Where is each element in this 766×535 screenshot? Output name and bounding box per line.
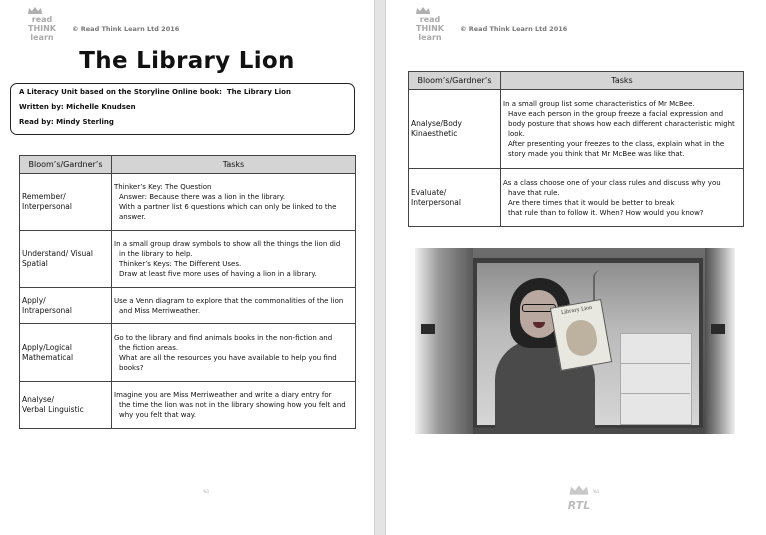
- logo-word-learn: learn: [30, 33, 54, 42]
- rtl-text: RTL: [567, 499, 591, 512]
- col-header-blooms: Bloom’s/Gardner’s: [409, 72, 501, 90]
- table-row: [20, 288, 356, 324]
- document-title: The Library Lion: [79, 48, 295, 74]
- logo-word-read: read: [419, 15, 441, 24]
- category-cell: Understand/ Visual Spatial: [20, 231, 112, 288]
- copyright-left: © Read Think Learn Ltd 2016: [72, 25, 180, 33]
- tasks-table-left: [19, 155, 356, 429]
- crown-icon: [27, 6, 43, 15]
- logo-word-read: read: [31, 15, 53, 24]
- read-think-learn-logo-right: [415, 6, 445, 42]
- info-box: [10, 83, 355, 135]
- table-row: [409, 90, 744, 169]
- col-header-tasks: Tasks: [112, 156, 356, 174]
- logo-word-learn: learn: [418, 33, 442, 42]
- page-mark-left: %1: [203, 489, 210, 494]
- col-header-blooms: Bloom’s/Gardner’s: [20, 156, 112, 174]
- crown-icon: [568, 484, 590, 496]
- book-name: The Library Lion: [226, 88, 291, 96]
- col-header-tasks: Tasks: [501, 72, 744, 90]
- table-row: [20, 324, 356, 382]
- tasks-table-right: [408, 71, 744, 227]
- read-by: Read by: Mindy Sterling: [19, 118, 114, 126]
- category-cell: Analyse/ Verbal Linguistic: [20, 382, 112, 429]
- unit-line: [19, 88, 346, 103]
- category-cell: Analyse/Body Kinaesthetic: [409, 90, 501, 169]
- video-still-image: [415, 248, 735, 434]
- category-cell: Apply/ Intrapersonal: [20, 288, 112, 324]
- copyright-right: © Read Think Learn Ltd 2016: [460, 25, 568, 33]
- table-row: [20, 174, 356, 231]
- task-cell: Imagine you are Miss Merriweather and write a diary entry for the time the lion was not in the library showing how you felt and why you felt that way.: [112, 382, 356, 429]
- lion-illustration: [564, 318, 600, 359]
- category-cell: Evaluate/ Interpersonal: [409, 169, 501, 227]
- logo-word-think: THINK: [415, 24, 445, 33]
- table-row: [20, 231, 356, 288]
- task-cell: In a small group draw symbols to show all the things the lion did in the library to help. Thinker’s Keys: The Different Uses. Draw at least five more uses of having a lion in a library.: [112, 231, 356, 288]
- book-cover: [550, 299, 612, 371]
- unit-prefix: A Literacy Unit based on the Storyline Online book:: [19, 88, 222, 96]
- table-row: [409, 169, 744, 227]
- task-cell: Thinker’s Key: The Question Answer: Because there was a lion in the library. With a partner list 6 questions which can only be linked to the answer.: [112, 174, 356, 231]
- rtl-footer-logo: [562, 484, 596, 512]
- cabinet: [620, 333, 692, 425]
- category-cell: Apply/Logical Mathematical: [20, 324, 112, 382]
- task-cell: In a small group list some characteristics of Mr McBee. Have each person in the group freeze a facial expression and body posture that shows how each different characteristic might look. After presenting your freezes to the class, explain what in the story made you think that Mr McBee was like that.: [501, 90, 744, 169]
- written-by: Written by: Michelle Knudsen: [19, 103, 136, 111]
- crown-icon: [415, 6, 431, 15]
- page-gutter: [374, 0, 386, 535]
- logo-word-think: THINK: [27, 24, 57, 33]
- task-cell: Use a Venn diagram to explore that the commonalities of the lion and Miss Merriweather.: [112, 288, 356, 324]
- table-row: [20, 382, 356, 429]
- read-think-learn-logo-left: [27, 6, 57, 42]
- task-cell: As a class choose one of your class rules and discuss why you have that rule. Are there times that it would be better to break that rule than to follow it. When? How would you know?: [501, 169, 744, 227]
- page-mark-right: %1: [593, 489, 600, 494]
- category-cell: Remember/ Interpersonal: [20, 174, 112, 231]
- task-cell: Go to the library and find animals books in the non-fiction and the fiction areas. What are all the resources you have available to help you find books?: [112, 324, 356, 382]
- book-cover-title: Library Lion: [560, 304, 593, 317]
